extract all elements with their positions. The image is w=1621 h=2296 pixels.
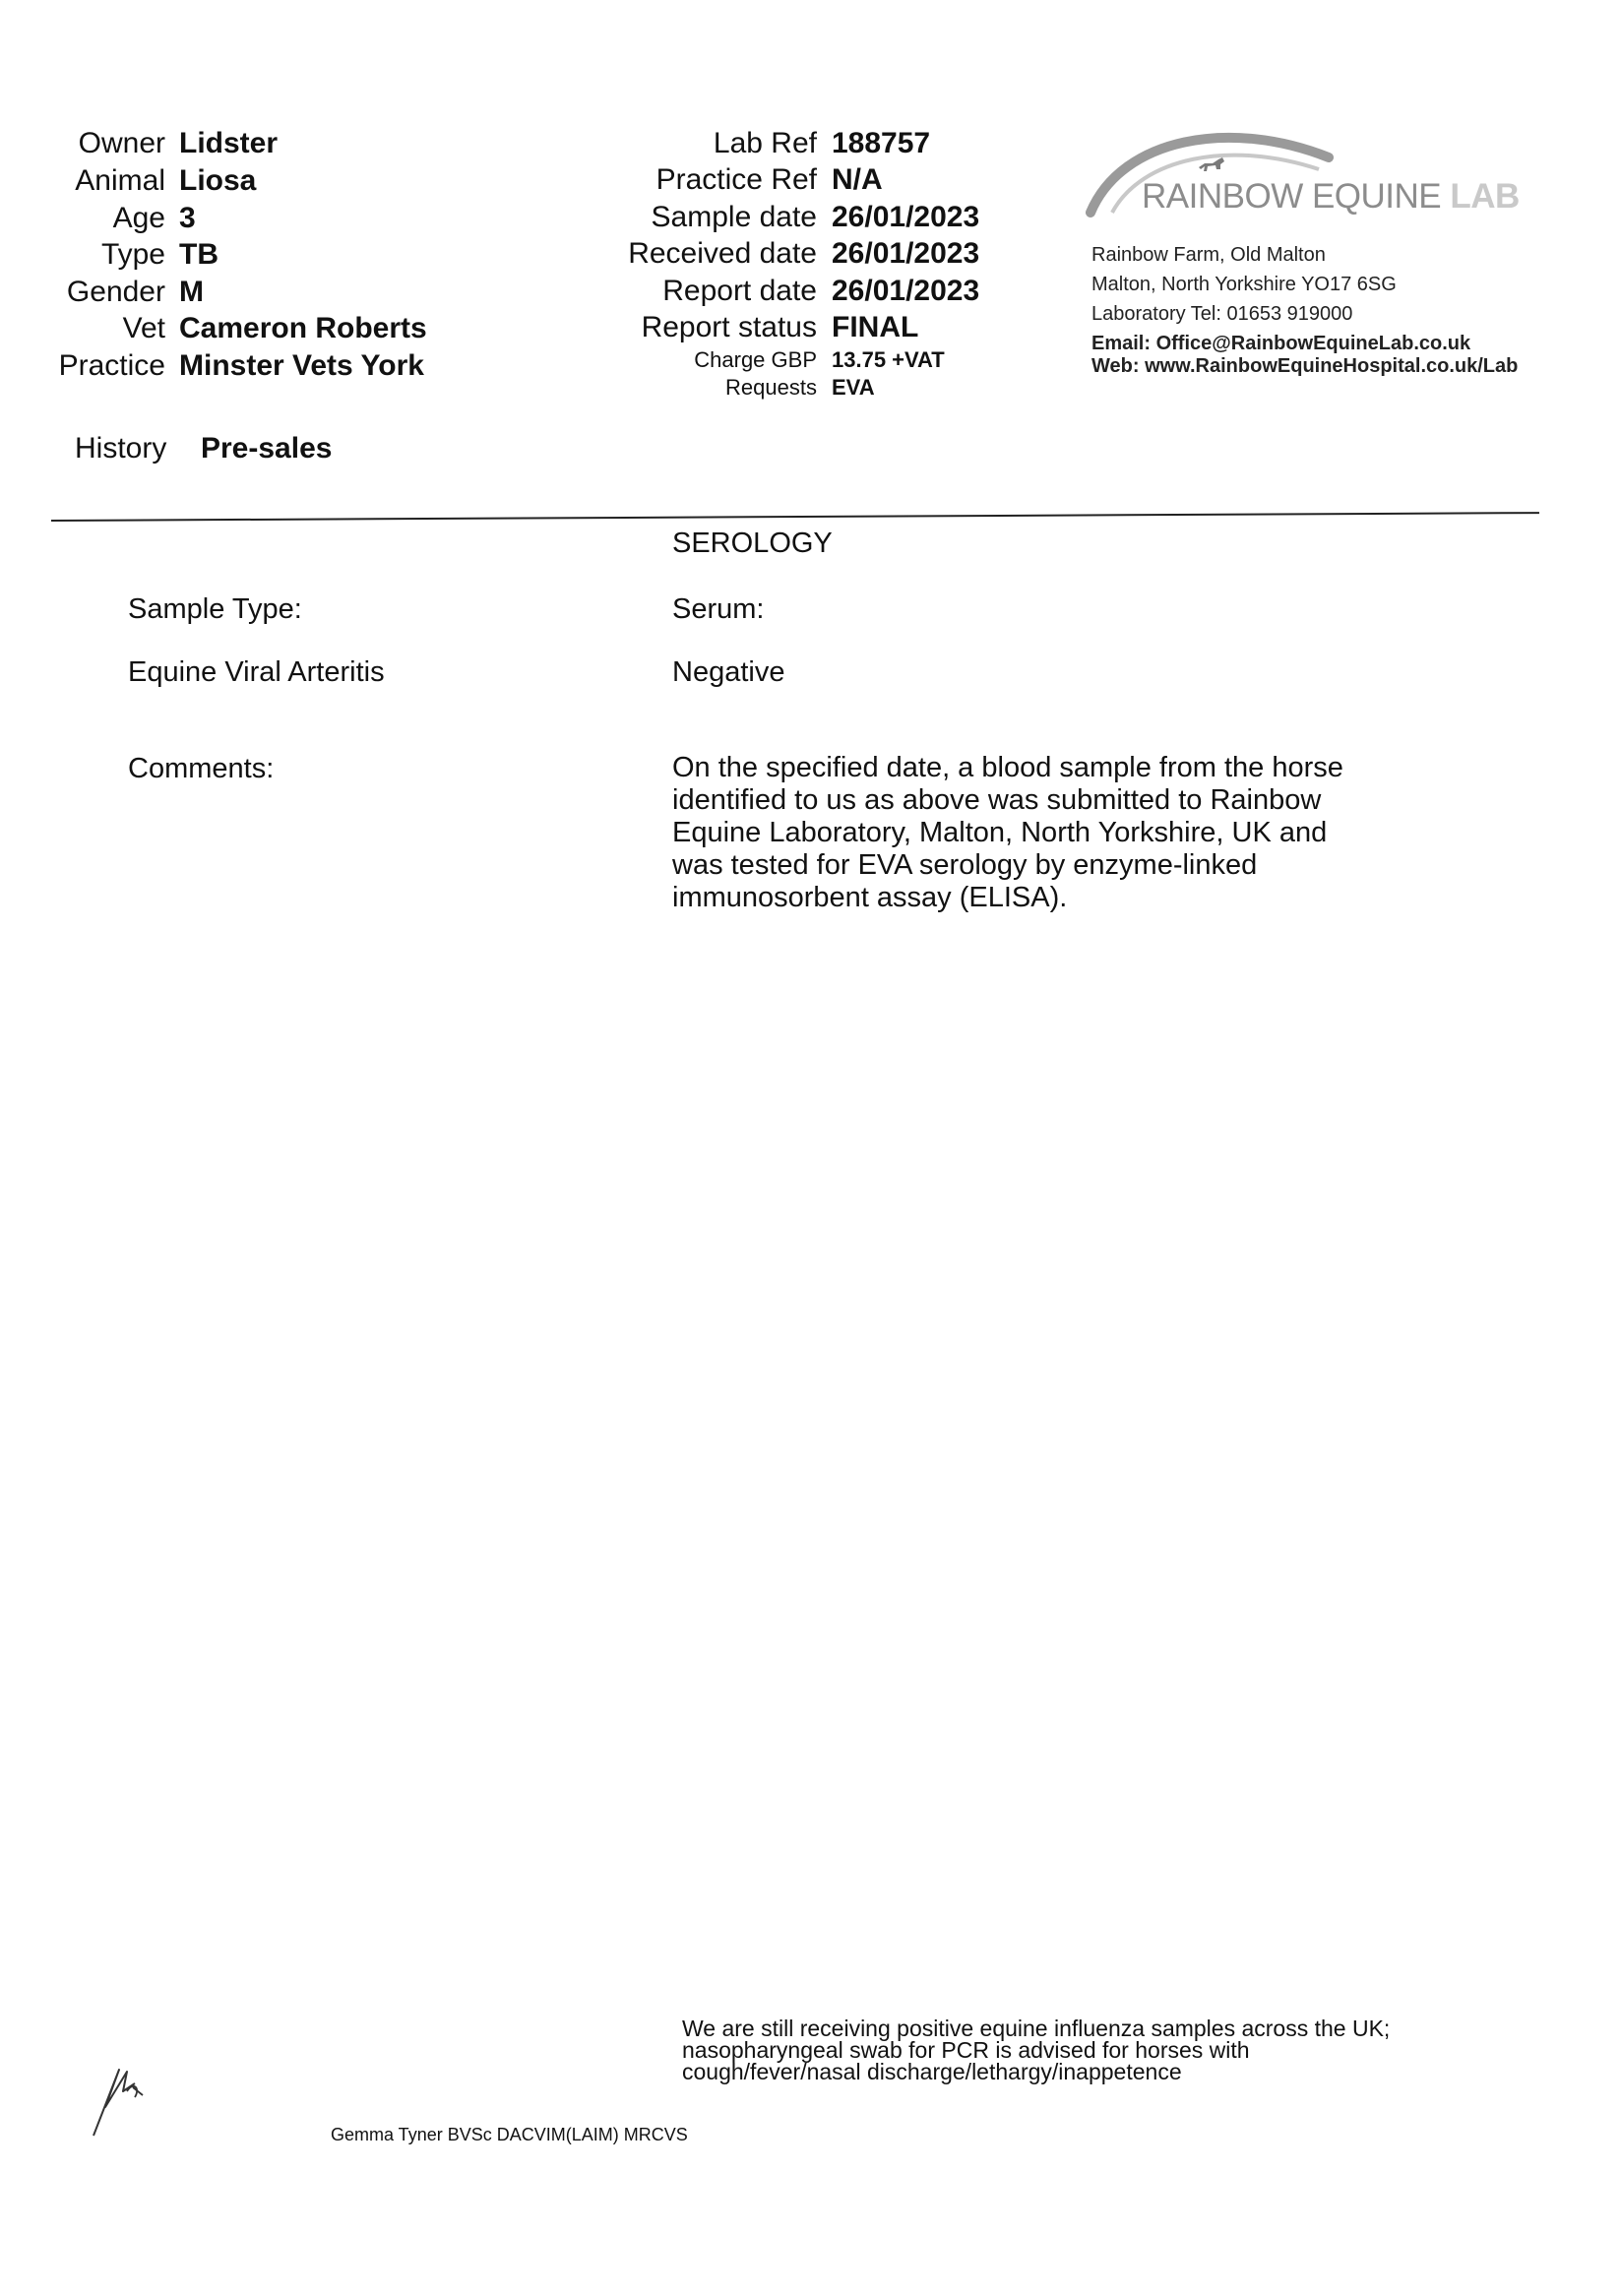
animal-value: Liosa <box>179 164 257 197</box>
history-value: Pre-sales <box>201 432 333 465</box>
logo-text-main: RAINBOW EQUINE <box>1142 177 1442 216</box>
received-date-label: Received date <box>628 237 817 270</box>
practice-ref-value: N/A <box>832 163 883 196</box>
sample-type-value: Serum: <box>672 593 765 625</box>
history-label: History <box>75 432 167 465</box>
lab-ref-value: 188757 <box>832 127 931 159</box>
rainbow-equine-lab-logo <box>1083 118 1520 226</box>
signature <box>84 2013 182 2141</box>
sample-type-label: Sample Type: <box>128 593 302 625</box>
contact-email: Email: Office@RainbowEquineLab.co.uk <box>1091 333 1471 354</box>
report-status-value: FINAL <box>832 311 919 343</box>
comments-label: Comments: <box>128 753 275 784</box>
sample-date-label: Sample date <box>651 201 817 233</box>
practice-ref-label: Practice Ref <box>655 163 817 196</box>
vet-value: Cameron Roberts <box>179 312 427 344</box>
animal-label: Animal <box>75 164 165 197</box>
owner-label: Owner <box>78 127 165 159</box>
charge-label: Charge GBP <box>694 347 817 372</box>
header-divider <box>51 512 1539 522</box>
report-date-label: Report date <box>662 275 817 307</box>
contact-web: Web: www.RainbowEquineHospital.co.uk/Lab <box>1091 355 1519 377</box>
signatory-name: Gemma Tyner BVSc DACVIM(LAIM) MRCVS <box>331 2125 688 2144</box>
owner-value: Lidster <box>179 127 279 159</box>
age-label: Age <box>112 202 165 234</box>
charge-value: 13.75 +VAT <box>832 347 945 372</box>
requests-label: Requests <box>725 375 817 400</box>
test-name: Equine Viral Arteritis <box>128 656 385 688</box>
type-value: TB <box>179 238 218 271</box>
report-status-label: Report status <box>641 311 817 343</box>
report-date-value: 26/01/2023 <box>832 275 980 307</box>
test-result: Negative <box>672 656 785 688</box>
signature-scribble-icon <box>84 2013 182 2141</box>
contact-tel: Laboratory Tel: 01653 919000 <box>1091 303 1353 325</box>
requests-value: EVA <box>832 375 875 400</box>
gender-value: M <box>179 276 204 308</box>
contact-address-line1: Rainbow Farm, Old Malton <box>1091 244 1326 266</box>
gender-label: Gender <box>66 276 165 308</box>
footer-note: We are still receiving positive equine influenza samples across the UK; nasopharyngeal swab for PCR is advised for horses with cough/fever/nasal discharge/lethargy/inappetence <box>682 2016 1391 2084</box>
section-title: SEROLOGY <box>672 527 833 559</box>
comments-text: On the specified date, a blood sample from the horse identified to us as above was submitted to Rainbow Equine Laboratory, Malton, North Yorkshire, UK and was tested for EVA serology by enzyme-linked immunosorbent assay (ELISA). <box>672 752 1343 913</box>
practice-label: Practice <box>58 349 165 382</box>
type-label: Type <box>100 238 165 271</box>
practice-value: Minster Vets York <box>179 349 424 382</box>
vet-label: Vet <box>122 312 165 344</box>
contact-address-line2: Malton, North Yorkshire YO17 6SG <box>1091 274 1397 295</box>
sample-date-value: 26/01/2023 <box>832 201 980 233</box>
age-value: 3 <box>179 202 196 234</box>
lab-ref-label: Lab Ref <box>713 127 817 159</box>
lab-contact <box>1091 240 1518 378</box>
received-date-value: 26/01/2023 <box>832 237 980 270</box>
logo-text-accent: LAB <box>1450 177 1520 216</box>
